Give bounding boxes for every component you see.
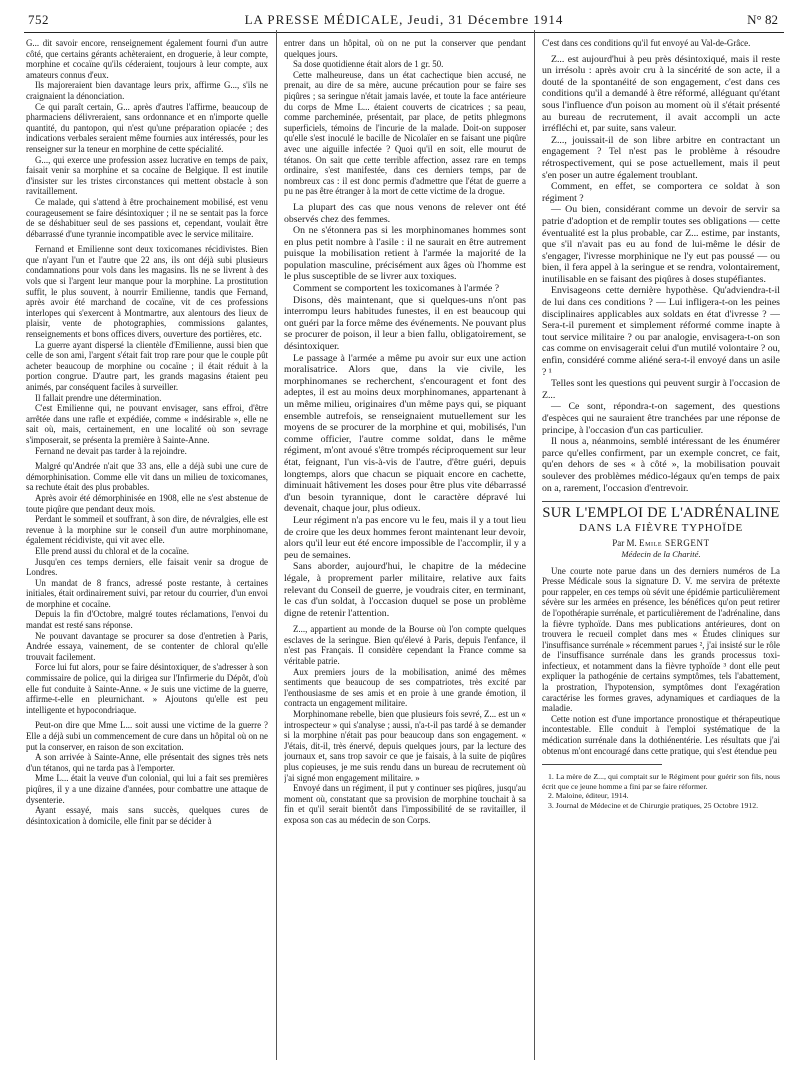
article-heading	[542, 505, 780, 559]
paragraph: Après avoir été démorphinisée en 1908, elle ne s'est abstenue de toute piqûre que pendant deux mois.	[26, 492, 268, 514]
paragraph: — Ou bien, considérant comme un devoir de servir sa patrie d'adoption et de remplir toutes ses obligations — cette éventualité est la plus probable, car Z... estime, par instants, que s'il n'avait pas eu au fond de lui-même le désir de s'engager, l'ivresse morphinique ne l'y eut pas poussé — ou bien, il fera appel à la seringue et se rendra, volontairement, inutilisable en se faisant des piqûres à doses stupéfiantes.	[542, 204, 780, 285]
paragraph: Un mandat de 8 francs, adressé poste restante, à certaines initiales, était ordinairement suivi, par retour du courrier, d'un envoi de morphine et cocaïne.	[26, 577, 268, 609]
footnotes	[542, 772, 780, 810]
running-head	[24, 8, 784, 33]
paragraph: Ayant essayé, mais sans succès, quelques cures de désintoxication à domicile, elle finit par se décider à	[26, 805, 268, 826]
author-affiliation: Médecin de la Charité.	[621, 548, 701, 559]
paragraph: Comment se comportent les toxicomanes à l'armée ?	[293, 283, 500, 295]
paragraph: G... dit savoir encore, renseignement également fourni d'un autre côté, que certains gérants achèteraient, en droguerie, à leur compte, morphine et cocaïne qu'ils céderaient, toujours à leur compte, aux amateurs connus d'eux.	[26, 38, 268, 80]
issue-number: N° 82	[747, 12, 778, 27]
article-subtitle: DANS LA FIÈVRE TYPHOÏDE	[579, 521, 743, 534]
footnote: 2. Maloine, éditeur, 1914.	[548, 791, 629, 801]
paragraph: Perdant le sommeil et souffrant, à son dire, de névralgies, elle est revenue à la morphine sur le conseil d'un autre morphinomane, également récidiviste, qui vit avec elle.	[26, 514, 268, 546]
paragraph: Peut-on dire que Mme L... soit aussi une victime de la guerre ? Elle a déjà subi un commencement de cure dans un hôpital où on ne put la conserver, en raison de son excitation.	[26, 720, 268, 752]
paragraph: On ne s'étonnera pas si les morphinomanes hommes sont en plus petit nombre à l'asile : il ne saurait en être autrement puisque la mobilisation retient à l'armée la majorité de la population masculine, précisément aux âges où l'homme est le plus susceptible de se livrer aux toxiques.	[284, 225, 526, 283]
paragraph: Ce malade, qui s'attend à être prochainement mobilisé, est venu courageusement se faire désintoxiquer ; il ne se sentait pas la force de se déshabituer seul de ses passions et, cependant, voulait être débarrassé d'une tyrannie incompatible avec le service militaire.	[26, 196, 268, 239]
paragraph: La plupart des cas que nous venons de relever ont été observés chez des femmes.	[284, 201, 526, 225]
paragraph: entrer dans un hôpital, où on ne put la conserver que pendant quelques jours.	[284, 38, 526, 59]
paragraph: Z... est aujourd'hui à peu près désintoxiqué, mais il reste un irrésolu : après avoir cru à la sincérité de son acte, il a douté de la spontanéité de son engagement, c'est dans ces conditions qu'il a demandé à être réformé, alléguant qu'étant sous l'influence d'un poison au moment où il s'était présenté au bureau de recrutement, il avait accompli un acte irréfléchi et, par suite, sans valeur.	[542, 53, 780, 135]
paragraph: Sa dose quotidienne était alors de 1 gr. 50.	[293, 59, 444, 70]
paragraph: Comment, en effet, se comportera ce soldat à son régiment ?	[542, 181, 780, 204]
paragraph: C'est dans ces conditions qu'il fut envoyé au Val-de-Grâce.	[542, 38, 751, 48]
paragraph: Ce qui paraît certain, G... après d'autres l'affirme, beaucoup de pharmaciens délivreraient, sans ordonnance et en n'importe quelle quantité, du pantopon, qui n'est qu'une préparation opiacée ; des indications verbales seraient même fournies aux intéressés, pour les renseigner sur la teneur en morphine de cette spécialité.	[26, 101, 268, 154]
footnote: 1. La mère de Z..., qui comptait sur le Régiment pour guérir son fils, nous écrit que ce jeune homme a fini par se faire réformer.	[542, 772, 780, 791]
paragraph: Il fallait prendre une détermination.	[35, 392, 162, 403]
paragraph: Fernand ne devait pas tarder à la rejoindre.	[35, 445, 187, 456]
article-author	[542, 538, 780, 549]
page-number: 752	[28, 12, 49, 27]
paragraph: Le passage à l'armée a même pu avoir sur eux une action moralisatrice. Alors que, dans la vie civile, les morphinomanes se recherchent, s'encouragent et font des adeptes, il est au moins deux morphinomanes, appartenant à un même milieu, originaires d'un même pays qui, se piquant ensemble autrefois, se renseignaient mutuellement sur les moyens de se procurer de la morphine et qui, mobilisés, l'un comme officier, l'autre comme soldat, dans le même régiment, m'ont avoué s'être trompés réciproquement sur leur état, feignant, l'un vis-à-vis de l'autre, d'être guéri, depuis longtemps, alors que chacun se piquait encore en cachette, diminuait hâtivement les doses pour être plus vite débarrassé d'un besoin tyrannique, dont le caractère dépravé lui devenait, chaque jour, plus odieux.	[284, 352, 526, 515]
paragraph: Cette notion est d'une importance pronostique et thérapeutique incontestable. Elle conduit à l'emploi systématique de la médication surrénale dans la dothiénentérie. Les résultats que j'ai obtenus m'ont encouragé dans cette pratique, qui s'est étendue peu	[542, 713, 780, 756]
column-1	[26, 38, 268, 1072]
column-3-previous-article	[542, 38, 780, 494]
author-prefix: Par M.	[612, 538, 637, 549]
article-title: SUR L'EMPLOI DE L'ADRÉNALINE	[542, 505, 780, 522]
footnote: 3. Journal de Médecine et de Chirurgie pratiques, 25 Octobre 1912.	[548, 801, 759, 810]
footnote-rule	[542, 764, 662, 769]
paragraph: Ne pouvant davantage se procurer sa dose d'entretien à Paris, Andrée essaya, vainement, de se contenter de chloral qu'elle trouvait facilement.	[26, 630, 268, 662]
journal-title: LA PRESSE MÉDICALE, Jeudi, 31 Décembre 1914	[244, 12, 564, 27]
article-separator	[542, 501, 780, 502]
paragraph: Sans aborder, aujourd'hui, le chapitre de la médecine légale, à proprement parler militaire, relative aux faits relevant du Conseil de guerre, je voudrais citer, en terminant, le cas d'un soldat, à l'occasion duquel se pose un problème digne de retenir l'attention.	[284, 561, 526, 619]
paragraph: Z..., appartient au monde de la Bourse où l'on compte quelques esclaves de la seringue. Bien qu'élevé à Paris, depuis l'enfance, il n'est pas Français. Il considère cependant la France comme sa véritable patrie.	[284, 624, 526, 667]
paragraph: Jusqu'en ces temps derniers, elle faisait venir sa drogue de Londres.	[26, 556, 268, 578]
paragraph: Force lui fut alors, pour se faire désintoxiquer, de s'adresser à son commissaire de police, qui la dirigea sur l'Infirmerie du Dépôt, d'où elle fut conduite à Sainte-Anne. « Je suis une victime de la guerre, affirme-t-elle en pleurnichant. » Ajoutons qu'elle est peu intelligente et hypocondriaque.	[26, 662, 268, 715]
paragraph: Morphinomane rebelle, bien que plusieurs fois sevré, Z... est un « introspecteur » qui s'analyse ; aussi, n'a-t-il pas tardé à se demander si la morphine n'était pas pour beaucoup dans son engagement. « J'étais, dit-il, très énervé, depuis quelques jours, par la lecture des journaux et, sans trop savoir ce que je faisais, à la suite de piqûres plus copieuses, je me suis rendu dans un bureau de recrutement où j'ai signé mon engagement militaire. »	[284, 709, 526, 783]
paragraph: Cette malheureuse, dans un état cachectique bien accusé, ne prenait, au dire de sa mère, aucune précaution pour se faire ses piqûres ; sa seringue n'était jamais lavée, et toute la face antérieure du corps de Mme L... étaient couverts de cicatrices ; sa peau, comme parcheminée, présentait, par place, de petits phlegmons superficiels, témoins de l'incurie de la malade. Doit-on supposer qu'elle s'est inoculé le bacille de Nicolaïer en se faisant une piqûre avec une aiguille infectée ? Quoi qu'il en soit, elle mourut de tétanos. On sait que cette terrible affection, assez rare en temps ordinaire, s'est manifestée, dans ces derniers temps, par de nombreux cas : il est donc permis d'admettre que l'état de guerre a pu ne pas être étranger à la mort de cette victime de la drogue.	[284, 69, 526, 197]
paragraph: Telles sont les questions qui peuvent surgir à l'occasion de Z...	[542, 378, 780, 401]
paragraph: A son arrivée à Sainte-Anne, elle présentait des signes très nets d'un tétanos, qui ne tarda pas à l'emporter.	[26, 752, 268, 773]
column-3-new-article	[542, 566, 780, 757]
paragraph: Envisageons cette dernière hypothèse. Qu'adviendra-t-il de lui dans ces conditions ? — Lui infligera-t-on les peines disciplinaires applicables aux soldats en état d'ivresse ? — Sera-t-il purement et simplement réformé comme inapte à tout service militaire ? ou par analogie, envisagera-t-on son cas comme on envisagerait celui d'un mutilé volontaire ? ou, enfin, considéré comme aliéné sera-t-il envoyé dans un asile ? ¹	[542, 285, 780, 378]
paragraph: La guerre ayant dispersé la clientèle d'Emilienne, aussi bien que celle de son ami, l'argent s'était fait trop rare pour que le couple pût acheter beaucoup de morphine ou cocaïne ; il était réduit à la portion congrue. D'autre part, les grands magasins étaient peu animés, par conséquent faciles à surveiller.	[26, 339, 268, 392]
paragraph: Z..., jouissait-il de son libre arbitre en contractant un engagement ? Tel n'est pas le problème à résoudre rétrospectivement, qui se pose actuellement, mais il peut s'en poser un autre également troublant.	[542, 134, 780, 181]
paragraph: Disons, dès maintenant, que si quelques-uns n'ont pas interrompu leurs habitudes funestes, il en est beaucoup qui ont guéri par la force même des événements. Ne pouvant plus se procurer de poison, il leur a bien fallu, obligatoirement, se désintoxiquer.	[284, 294, 526, 353]
paragraph: Ils majoreraient bien davantage leurs prix, affirme G..., s'ils ne craignaient la dénonciation.	[26, 80, 268, 101]
paragraph: Depuis la fin d'Octobre, malgré toutes réclamations, l'envoi du mandat est resté sans réponse.	[26, 609, 268, 631]
paragraph: Fernand et Emilienne sont deux toxicomanes récidivistes. Bien que n'ayant l'un et l'autre que 22 ans, ils ont déjà subi plusieurs condamnations pour vols dans les magasins. Ils ne se livrent à des vols que si l'argent leur manque pour la morphine. La prostitution suffit, le plus souvent, à nourrir Emilienne, tandis que Fernand, après avoir été marchand de cocaïne, vit de ces professions interlopes qui s'exercent à Montmartre, aux alentours des lieux de plaisir, vente de photographies, commissions galantes, renseignements et bons offices divers, ouverture des portières, etc.	[26, 244, 268, 340]
paragraph: — Ce sont, répondra-t-on sagement, des questions d'espèces qui ne sauraient être tranchées par une réponse de principe, à l'occasion d'un cas particulier.	[542, 401, 780, 436]
paragraph: Il nous a, néanmoins, semblé intéressant de les énumérer parce qu'elles confirment, par un exemple concret, ce fait, qu'en dehors de ses « à côté », la mobilisation pouvait soulever des problèmes médico-légaux qu'en temps de paix on a, rarement, l'occasion d'entrevoir.	[542, 436, 780, 494]
paragraph: Malgré qu'Andrée n'ait que 33 ans, elle a déjà subi une cure de démorphinisation. Comme elle vit dans un milieu de toxicomanes, sa rechute était des plus probables.	[26, 461, 268, 493]
paragraph: G..., qui exerce une profession assez lucrative en temps de paix, faisait venir sa morphine et sa cocaïne de Belgique. Il est inutile d'insister sur les tristes circonstances qui mettent obstacle à son ravitaillement.	[26, 154, 268, 197]
paragraph: Elle prend aussi du chloral et de la cocaïne.	[35, 545, 190, 556]
paragraph: C'est Emilienne qui, ne pouvant envisager, sans effroi, d'être arrêtée dans une rafle et expédiée, comme « indésirable », elle ne sait où, mais, certainement, en une localité où son sevrage s'imposerait, se présenta la première à Sainte-Anne.	[26, 403, 268, 445]
paragraph: Leur régiment n'a pas encore vu le feu, mais il y a tout lieu de croire que les deux hommes feront maintenant leur devoir, alors qu'il leur eut été encore impossible de l'accomplir, il y a peu de semaines.	[284, 514, 526, 561]
column-3	[542, 38, 780, 1072]
paragraph: Mme L... était la veuve d'un colonial, qui lui a fait ses premières piqûres, il y a une dizaine d'années, pour combattre une attaque de dysenterie.	[26, 773, 268, 805]
column-2	[284, 38, 526, 1072]
author-name: Emile SERGENT	[639, 538, 710, 549]
paragraph: Envoyé dans un régiment, il put y continuer ses piqûres, jusqu'au moment où, constatant que sa provision de morphine touchait à sa fin et qu'il serait bientôt dans l'impossibilité de se ravitailler, il exposa son cas au médecin de son Corps.	[284, 783, 526, 825]
paragraph: Une courte note parue dans un des derniers numéros de La Presse Médicale sous la signature D. V. me servira de prétexte pour rappeler, en ces temps où sévit une épidémie particulièrement sévère sur les armées en présence, les bénéfices qu'on peut retirer de l'opothérapie surrénale, et particulièrement de l'adrénaline, dans la fièvre typhoïde. Dans mes publications antérieures, dont on trouvera le recueil complet dans mes « Études cliniques sur l'insuffisance surrénale » récemment parues ², j'ai insisté sur le rôle de l'insuffisance surrénale dans les grands processus toxi-infectieux, et notamment dans la fièvre typhoïde ³ dont elle peut expliquer la pathogénie de certains symptômes, tels l'abattement, la prostration, l'hypotension, symptômes dont l'exagération caractérise les formes graves, adynamiques et cardiaques de la maladie.	[542, 565, 780, 714]
paragraph: Aux premiers jours de la mobilisation, animé des mêmes sentiments que beaucoup de ses compatriotes, très excité par l'enthousiasme de ses amis et en proie à une grande émotion, il contracta un engagement militaire.	[284, 666, 526, 709]
article-columns	[24, 38, 784, 1072]
